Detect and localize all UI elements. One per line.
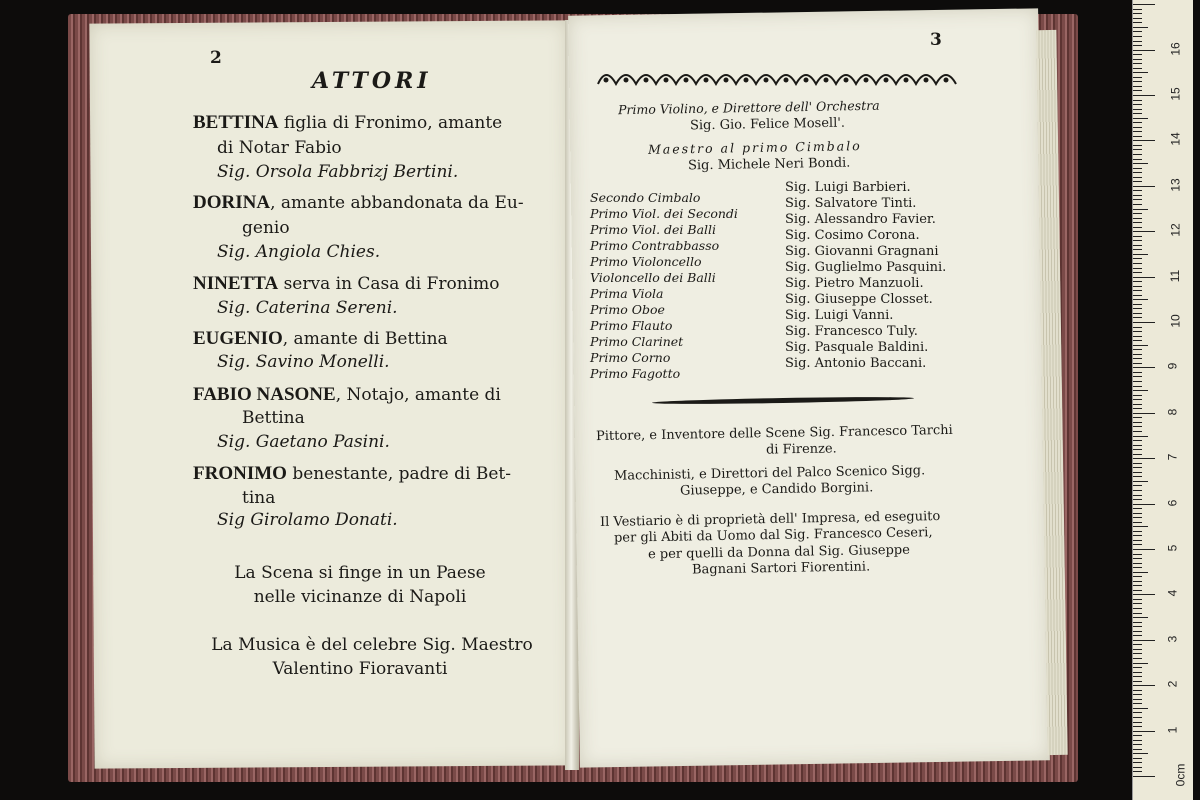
cembalo-title: Maestro al primo Cimbalo [647,138,862,157]
ruler-tick [1133,140,1155,141]
ruler-tick [1133,145,1142,146]
singer-name: Sig Girolamo Donati. [217,510,398,530]
ruler-tick [1133,449,1142,450]
ruler-tick [1133,644,1142,645]
ruler-tick [1133,18,1142,19]
ruler-tick [1133,572,1148,573]
ruler-tick [1133,771,1142,772]
music-credit-line-2: Valentino Fioravanti [272,659,448,679]
ruler-tick [1133,776,1155,777]
ruler-label: 0cm [1173,763,1188,787]
role-description: serva in Casa di Fronimo [278,274,500,294]
ruler-tick [1133,163,1148,164]
ruler-tick [1133,258,1142,259]
ruler-label: 16 [1168,41,1183,56]
orchestra-member: Sig. Giovanni Gragnani [785,244,939,259]
orchestra-member: Sig. Alessandro Favier. [785,212,936,227]
ruler-tick [1133,735,1142,736]
ruler-tick [1133,703,1142,704]
ruler-tick [1133,281,1142,282]
ruler-label: 13 [1168,178,1183,192]
ruler-tick [1133,268,1142,269]
ruler-tick [1133,331,1142,332]
orchestra-role: Primo Clarinet [590,334,684,349]
ruler-tick [1133,358,1142,359]
ruler-tick [1133,712,1142,713]
ruler-tick [1133,504,1155,505]
decorative-ornament-band [596,62,958,92]
ruler-tick [1133,408,1142,409]
ruler-tick [1133,168,1142,169]
orchestra-member: Sig. Francesco Tuly. [785,324,918,339]
role-description-cont: Bettina [242,408,305,428]
ruler-tick [1133,322,1155,323]
ruler-tick [1133,290,1142,291]
role-name: EUGENIO [193,328,283,349]
ruler-tick [1133,299,1148,300]
ruler-tick [1133,622,1142,623]
role-description: , Notajo, amante di [335,385,501,405]
ruler-tick [1133,549,1155,550]
ruler-label: 15 [1168,87,1183,101]
cembalo-name: Sig. Michele Neri Bondi. [687,155,851,174]
role-description-cont: genio [242,218,290,238]
ruler-label: 14 [1168,132,1183,147]
ruler-tick [1133,136,1142,137]
ruler-tick [1133,640,1155,641]
ruler-tick [1133,517,1142,518]
ruler-tick [1133,417,1142,418]
ruler-label: 7 [1165,453,1180,461]
ruler-tick [1133,658,1142,659]
orchestra-role: Prima Viola [590,286,664,301]
ruler-tick [1133,227,1142,228]
ruler-label: 4 [1165,590,1180,597]
ruler-tick [1133,599,1142,600]
ruler-tick [1133,608,1142,609]
ruler-label: 6 [1165,499,1180,506]
costume-credit-line-2: per gli Abiti da Uomo dal Sig. Francesco Ceseri, [613,525,933,546]
ruler-tick [1133,390,1148,391]
ruler-tick [1133,190,1142,191]
ruler-tick [1133,336,1142,337]
ruler-tick [1133,440,1142,441]
ruler-tick [1133,204,1142,205]
ruler-tick [1133,603,1142,604]
ruler-tick [1133,31,1142,32]
ruler-tick [1133,50,1155,51]
orchestra-role: Primo Viol. dei Balli [590,222,717,237]
ruler-tick [1133,472,1142,473]
ruler-tick [1133,372,1142,373]
ruler-tick [1133,263,1142,264]
ruler-tick [1133,708,1148,709]
ruler-label: 10 [1168,314,1183,328]
ruler-tick [1133,186,1155,187]
ruler-tick [1133,544,1142,545]
ruler-label: 1 [1165,726,1180,733]
role-description: , amante abbandonata da Eu- [270,193,524,213]
ruler-tick [1133,495,1142,496]
ruler-tick [1133,540,1142,541]
ruler-tick [1133,558,1142,559]
role-description-cont: tina [242,488,276,508]
ruler-tick [1133,109,1142,110]
ruler-tick [1133,63,1142,64]
ruler-tick [1133,159,1142,160]
ruler-tick [1133,526,1148,527]
ruler-tick [1133,613,1142,614]
ruler-tick [1133,113,1142,114]
ruler-tick [1133,676,1142,677]
orchestra-member: Sig. Cosimo Corona. [785,228,920,243]
ruler-label: 2 [1165,680,1180,688]
ruler-tick [1133,481,1148,482]
singer-name: Sig. Gaetano Pasini. [217,432,390,452]
ruler-tick [1133,426,1142,427]
ruler-tick [1133,413,1155,414]
ruler-tick [1133,513,1142,514]
ruler-tick [1133,694,1142,695]
orchestra-role: Primo Viol. dei Secondi [590,206,738,221]
ruler-tick [1133,767,1142,768]
ruler-tick [1133,431,1142,432]
ruler-tick [1133,249,1142,250]
orchestra-role: Primo Oboe [590,302,665,317]
ruler-tick [1133,149,1142,150]
ruler-tick [1133,181,1142,182]
measuring-ruler [1132,0,1193,800]
scene-note-line-1: La Scena si finge in un Paese [234,563,486,583]
ruler-tick [1133,195,1142,196]
ruler-tick [1133,554,1142,555]
role-name: DORINA [193,192,271,213]
orchestra-role: Primo Fagotto [590,366,681,381]
ruler-tick [1133,340,1142,341]
ruler-tick [1133,45,1142,46]
ruler-tick [1133,490,1142,491]
role-description-cont: di Notar Fabio [217,138,342,158]
music-credit-line-1: La Musica è del celebre Sig. Maestro [211,635,533,655]
ruler-tick [1133,399,1142,400]
ruler-tick [1133,131,1142,132]
ruler-tick [1133,753,1148,754]
role-description: figlia di Fronimo, amante [278,113,503,133]
ruler-tick [1133,667,1142,668]
ruler-tick [1133,653,1142,654]
ruler-tick [1133,663,1148,664]
ruler-tick [1133,454,1142,455]
ruler-tick [1133,41,1142,42]
ruler-tick [1133,177,1142,178]
role-description: , amante di Bettina [282,329,448,349]
ruler-tick [1133,236,1142,237]
ruler-tick [1133,395,1142,396]
ruler-tick [1133,9,1142,10]
ruler-tick [1133,313,1142,314]
ruler-tick [1133,576,1142,577]
ruler-tick [1133,567,1142,568]
ruler-tick [1133,86,1142,87]
ruler-tick [1133,154,1142,155]
orchestra-role: Primo Contrabbasso [590,238,720,253]
ruler-tick [1133,685,1155,686]
ruler-tick [1133,617,1148,618]
role-name: BETTINA [193,112,279,133]
orchestra-member: Sig. Guglielmo Pasquini. [785,260,947,275]
orchestra-member: Sig. Antonio Baccani. [785,356,927,371]
orchestra-member: Sig. Pietro Manzuoli. [785,276,924,291]
ruler-tick [1133,77,1142,78]
ruler-tick [1133,245,1142,246]
orchestra-role: Primo Corno [590,350,671,365]
machinists-credit-line-2: Giuseppe, e Candido Borgini. [679,480,874,499]
ruler-tick [1133,172,1142,173]
ruler-tick [1133,72,1148,73]
ruler-tick [1133,458,1155,459]
ruler-tick [1133,286,1142,287]
ruler-tick [1133,445,1142,446]
ruler-tick [1133,749,1142,750]
ruler-tick [1133,345,1148,346]
ruler-tick [1133,531,1142,532]
ruler-tick [1133,100,1142,101]
role-description: benestante, padre di Bet- [286,464,511,484]
ruler-label: 3 [1165,635,1180,643]
ruler-tick [1133,68,1142,69]
ruler-tick [1133,4,1155,5]
ruler-tick [1133,731,1155,732]
ruler-tick [1133,231,1155,232]
ruler-tick [1133,726,1142,727]
violin-title: Primo Violino, e Direttore dell' Orchestra [617,97,880,118]
ruler-tick [1133,22,1142,23]
ruler-label: 9 [1165,363,1180,370]
ruler-tick [1133,522,1142,523]
ruler-label: 5 [1165,544,1180,552]
ruler-tick [1133,581,1142,582]
ruler-tick [1133,199,1142,200]
ruler-tick [1133,209,1148,210]
singer-name: Sig. Angiola Chies. [217,242,381,262]
cast-heading: ATTORI [312,68,432,94]
role-name: FRONIMO [193,463,287,484]
costume-credit-line-1: Il Vestiario è di proprietà dell' Impresa, ed eseguito [599,509,941,530]
ruler-tick [1133,672,1142,673]
ruler-tick [1133,317,1142,318]
orchestra-member: Sig. Luigi Vanni. [785,308,894,323]
painter-credit-line-1: Pittore, e Inventore delle Scene Sig. Francesco Tarchi [595,422,953,445]
ruler-tick [1133,649,1142,650]
ruler-tick [1133,213,1142,214]
ruler-tick [1133,222,1142,223]
singer-name: Sig. Caterina Sereni. [217,298,398,318]
ruler-tick [1133,122,1142,123]
ruler-tick [1133,626,1142,627]
ruler-label: 8 [1165,408,1180,416]
ruler-tick [1133,27,1148,28]
ruler-tick [1133,594,1155,595]
ruler-tick [1133,508,1142,509]
ruler-tick [1133,349,1142,350]
scene-note-line-2: nelle vicinanze di Napoli [253,587,467,607]
ruler-tick [1133,13,1142,14]
costume-credit-line-3: e per quelli da Donna dal Sig. Giuseppe [647,542,911,563]
ruler-tick [1133,590,1142,591]
role-name: FABIO NASONE [193,384,336,405]
ruler-tick [1133,81,1142,82]
ruler-tick [1133,240,1142,241]
ruler-tick [1133,740,1142,741]
ruler-tick [1133,367,1155,368]
orchestra-member: Sig. Luigi Barbieri. [785,180,911,195]
orchestra-role: Violoncello dei Balli [590,270,716,285]
ruler-tick [1133,308,1142,309]
role-name: NINETTA [193,273,279,294]
ruler-tick [1133,699,1142,700]
ruler-tick [1133,717,1142,718]
ruler-tick [1133,585,1142,586]
ruler-tick [1133,722,1142,723]
ruler-tick [1133,272,1142,273]
ruler-tick [1133,376,1142,377]
right-page-number: 3 [930,30,942,50]
ruler-tick [1133,404,1142,405]
ruler-tick [1133,563,1142,564]
ruler-tick [1133,90,1142,91]
ruler-tick [1133,277,1155,278]
ruler-tick [1133,54,1142,55]
ruler-tick [1133,127,1142,128]
ruler-tick [1133,499,1142,500]
ruler-tick [1133,535,1142,536]
ruler-tick [1133,218,1142,219]
orchestra-member: Sig. Pasquale Baldini. [785,340,929,355]
ruler-tick [1133,354,1142,355]
ruler-tick [1133,363,1142,364]
ruler-tick [1133,327,1142,328]
orchestra-role: Secondo Cimbalo [590,190,701,205]
ruler-tick [1133,681,1142,682]
ruler-tick [1133,104,1142,105]
ruler-tick [1133,762,1142,763]
ruler-tick [1133,467,1142,468]
orchestra-role: Primo Flauto [590,318,673,333]
ruler-tick [1133,436,1148,437]
singer-name: Sig. Savino Monelli. [217,352,390,372]
ruler-tick [1133,95,1155,96]
ruler-tick [1133,476,1142,477]
ruler-tick [1133,381,1142,382]
ruler-tick [1133,690,1142,691]
ruler-tick [1133,631,1142,632]
ruler-tick [1133,463,1142,464]
ruler-tick [1133,304,1142,305]
costume-credit-line-4: Bagnani Sartori Fiorentini. [691,559,871,578]
orchestra-member: Sig. Salvatore Tinti. [785,196,917,211]
ruler-tick [1133,118,1148,119]
ruler-tick [1133,36,1142,37]
ruler-tick [1133,758,1142,759]
machinists-credit-line-1: Macchinisti, e Direttori del Palco Scenico Sigg. [613,463,926,484]
ruler-tick [1133,295,1142,296]
ruler-tick [1133,485,1142,486]
ruler-label: 12 [1168,223,1183,237]
ruler-tick [1133,59,1142,60]
orchestra-member: Sig. Giuseppe Closset. [785,292,933,307]
singer-name: Sig. Orsola Fabbrizj Bertini. [217,162,459,182]
ruler-tick [1133,386,1142,387]
ruler-tick [1133,635,1142,636]
ruler-tick [1133,744,1142,745]
ruler-label: 11 [1168,269,1183,282]
orchestra-role: Primo Violoncello [590,254,702,269]
left-page-number: 2 [210,48,222,68]
ruler-tick [1133,422,1142,423]
violin-name: Sig. Gio. Felice Mosell'. [689,115,846,134]
painter-credit-line-2: di Firenze. [765,441,837,458]
ruler-tick [1133,254,1148,255]
